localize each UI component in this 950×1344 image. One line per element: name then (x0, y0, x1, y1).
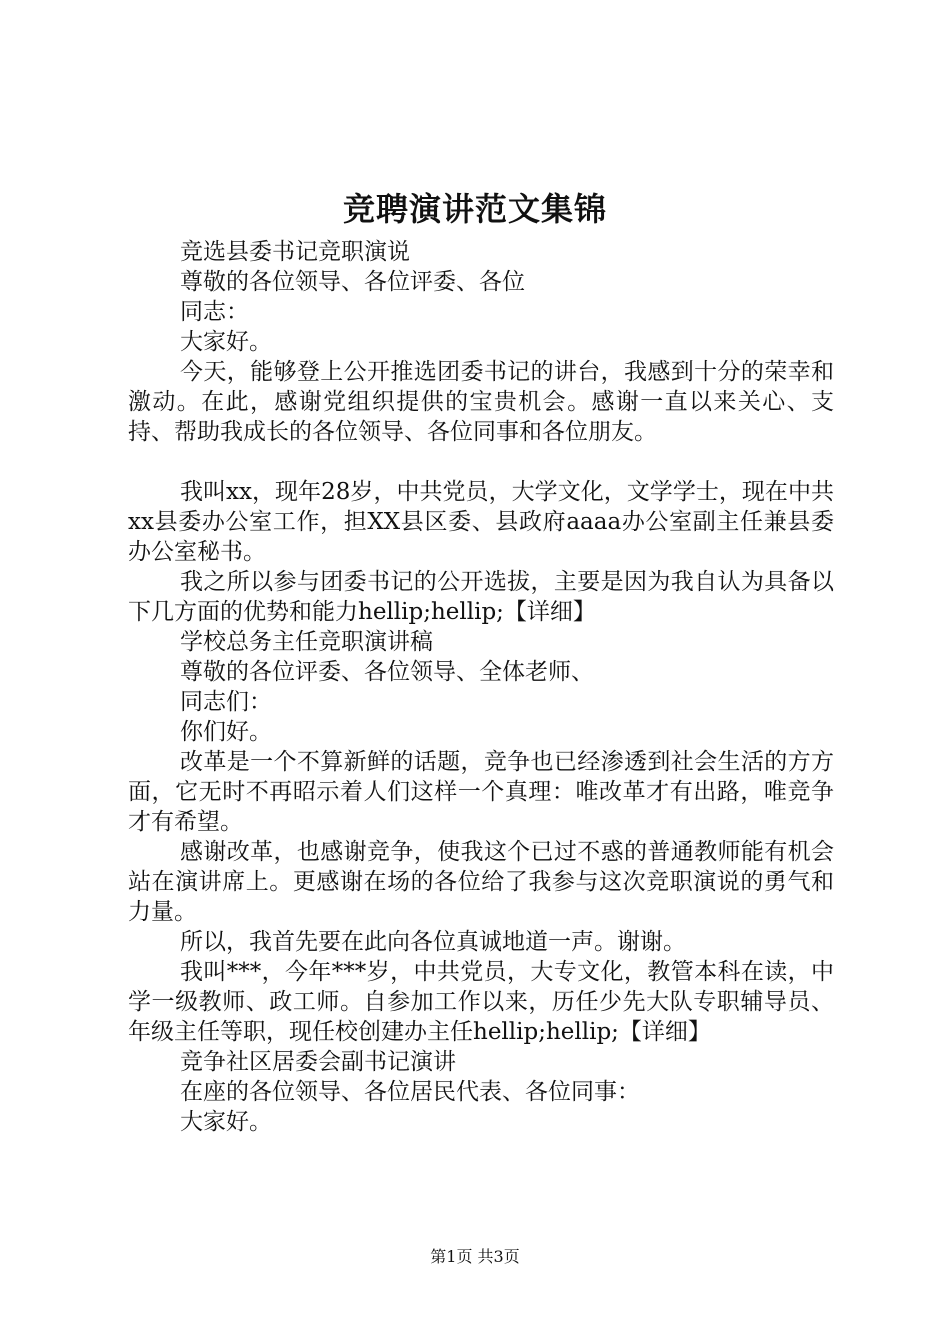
paragraph: 今天，能够登上公开推选团委书记的讲台，我感到十分的荣幸和激动。在此，感谢党组织提供的宝贵机会。感谢一直以来关心、支持、帮助我成长的各位领导、各位同事和各位朋友。 (128, 359, 834, 445)
paragraph: 感谢改革，也感谢竞争，使我这个已过不惑的普通教师能有机会站在演讲席上。更感谢在场的各位给了我参与这次竞职演说的勇气和力量。 (128, 839, 834, 925)
paragraph-gap (128, 447, 834, 477)
paragraph: 同志： (180, 299, 249, 325)
paragraph: 竞争社区居委会副书记演讲 (180, 1049, 456, 1075)
paragraph: 大家好。 (180, 1109, 272, 1135)
paragraph: 在座的各位领导、各位居民代表、各位同事： (180, 1079, 640, 1105)
paragraph: 尊敬的各位评委、各位领导、全体老师、 (180, 659, 594, 685)
paragraph: 所以，我首先要在此向各位真诚地道一声。谢谢。 (180, 929, 686, 955)
document-title: 竞聘演讲范文集锦 (342, 190, 607, 228)
paragraph: 改革是一个不算新鲜的话题，竞争也已经渗透到社会生活的方方面，它无时不再昭示着人们这样一个真理：唯改革才有出路，唯竞争才有希望。 (128, 749, 834, 835)
paragraph: 我之所以参与团委书记的公开选拔，主要是因为我自认为具备以下几方面的优势和能力hellip;hellip;【详细】 (128, 569, 834, 625)
paragraph: 尊敬的各位领导、各位评委、各位 (180, 269, 525, 295)
page-footer: 第1页 共3页 (430, 1247, 520, 1266)
paragraph: 我叫***，今年***岁，中共党员，大专文化，教管本科在读，中学一级教师、政工师。自参加工作以来，历任少先大队专职辅导员、年级主任等职，现任校创建办主任hellip;hellip;【详细】 (128, 959, 834, 1045)
document-body (128, 237, 834, 1137)
paragraph: 我叫xx，现年28岁，中共党员，大学文化，文学学士，现在中共xx县委办公室工作，担XX县区委、县政府aaaa办公室副主任兼县委办公室秘书。 (128, 479, 834, 565)
paragraph: 大家好。 (180, 329, 272, 355)
paragraph: 竞选县委书记竞职演说 (180, 239, 410, 265)
paragraph: 学校总务主任竞职演讲稿 (180, 629, 433, 655)
paragraph: 你们好。 (180, 719, 272, 745)
paragraph: 同志们： (180, 689, 272, 715)
